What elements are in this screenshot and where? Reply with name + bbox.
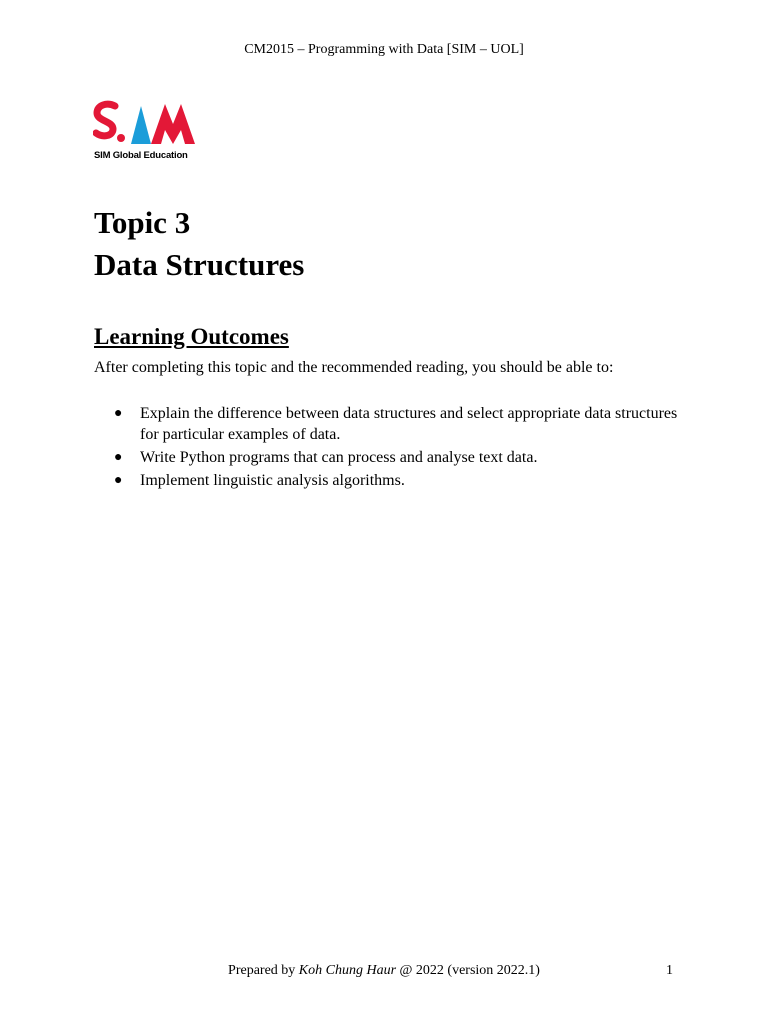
bullet-icon: ●: [114, 473, 123, 488]
list-item-text: Implement linguistic analysis algorithms.: [140, 472, 405, 489]
list-item-text: Explain the difference between data structures and select appropriate data structures for particular examples of data.: [140, 405, 678, 443]
list-item: [94, 470, 684, 491]
learning-outcomes-intro: After completing this topic and the recommended reading, you should be able to:: [94, 359, 614, 376]
sim-logo-mark: [93, 100, 197, 148]
footer-author: Koh Chung Haur: [298, 963, 397, 978]
sim-logo: [93, 100, 203, 164]
logo-text: SIM Global Education: [94, 150, 188, 161]
footer-prefix: Prepared by: [228, 963, 299, 978]
footer-suffix: @ 2022 (version 2022.1): [396, 963, 540, 978]
list-item-text: Write Python programs that can process and analyse text data.: [140, 449, 538, 466]
page-footer: [0, 963, 768, 979]
topic-name: Data Structures: [94, 247, 305, 282]
page-number: 1: [666, 963, 673, 978]
learning-outcomes-list: [94, 403, 684, 493]
list-item: [94, 447, 684, 468]
bullet-icon: ●: [114, 450, 123, 465]
bullet-icon: ●: [114, 406, 123, 421]
topic-number: Topic 3: [94, 205, 191, 240]
list-item: [94, 403, 684, 445]
learning-outcomes-heading: Learning Outcomes: [94, 324, 289, 349]
topic-title: [94, 202, 304, 286]
page-header: CM2015 – Programming with Data [SIM – UOL]: [244, 42, 524, 57]
